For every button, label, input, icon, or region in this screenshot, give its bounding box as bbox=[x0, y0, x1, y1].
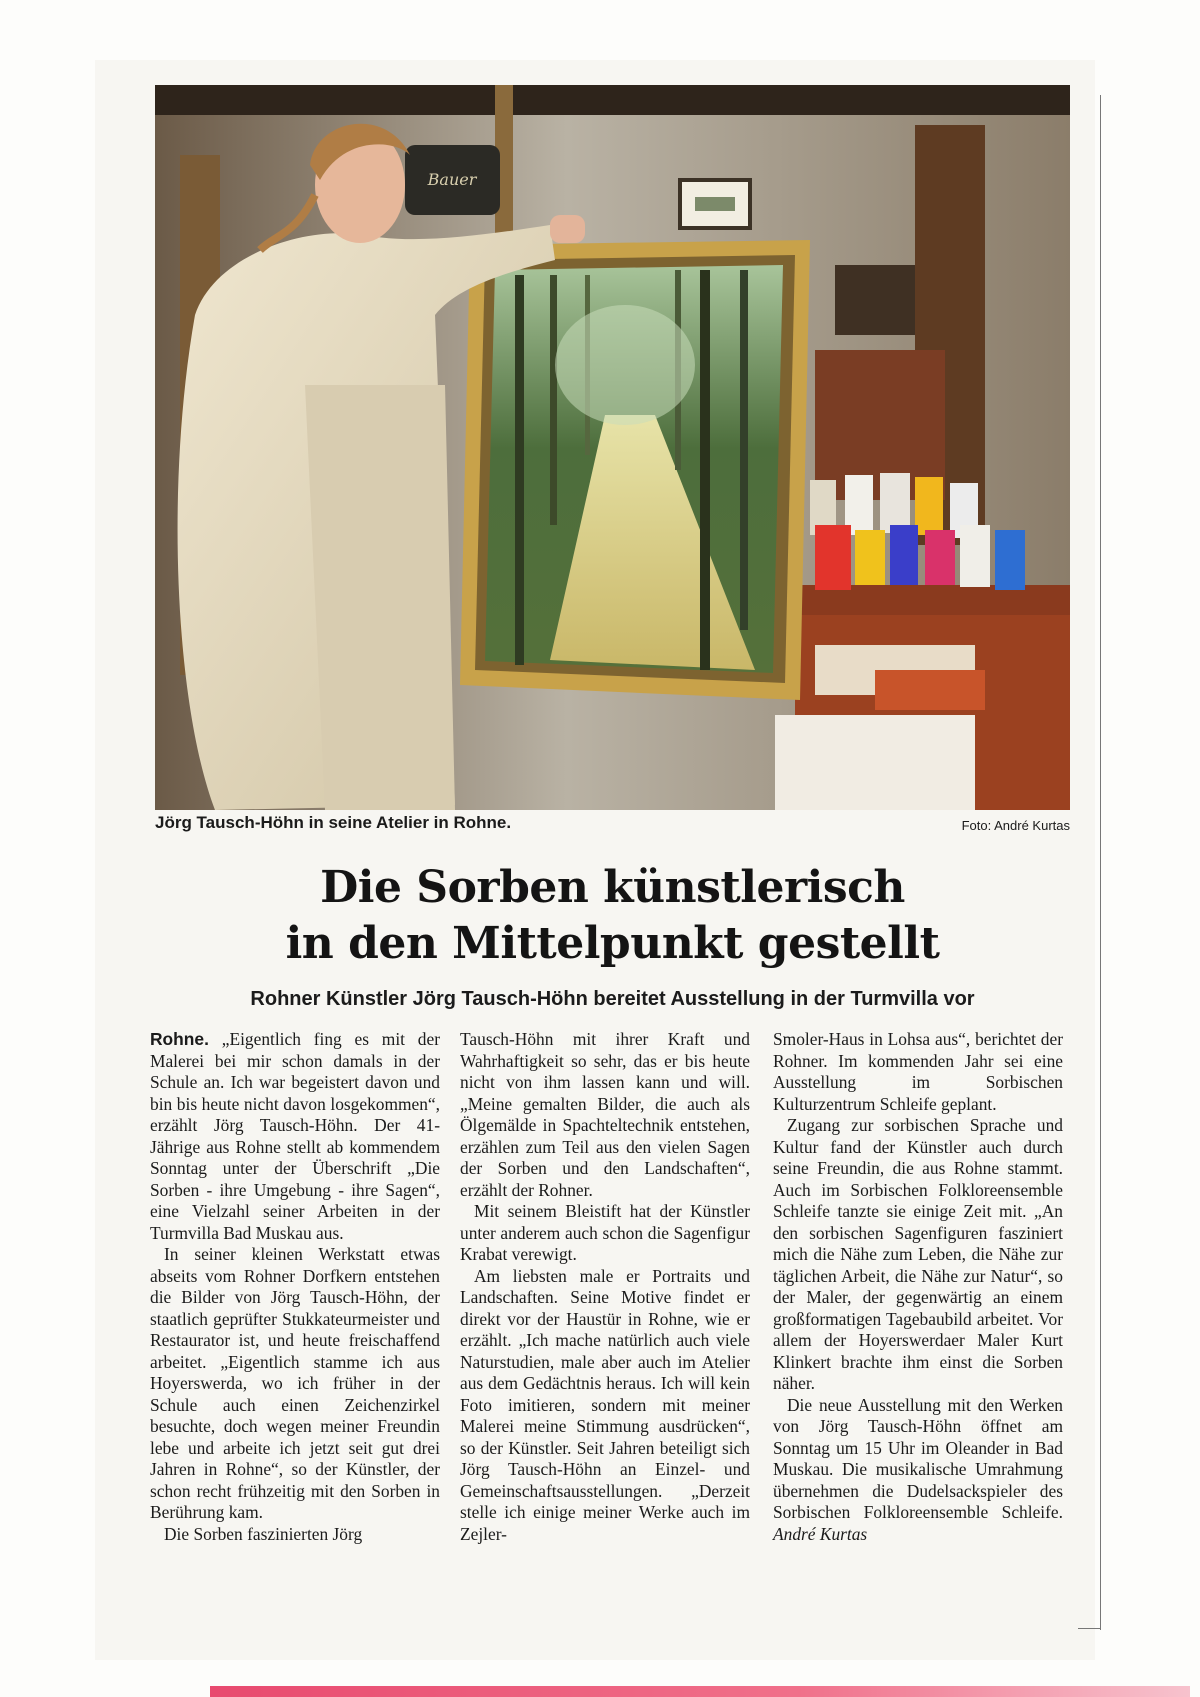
paragraph: Smoler-Haus in Lohsa aus“, berichtet der Rohner. Im kommenden Jahr sei eine Ausstellung im Sorbischen Kulturzentrum Schleife geplant. bbox=[773, 1029, 1063, 1114]
paragraph: Am liebsten male er Portraits und Landschaften. Seine Motive findet er direkt vor der Haustür in Rohne, wie er erzählt. „Ich mache natürlich auch viele Naturstudien, male aber auch im Atelier aus dem Gedächtnis heraus. Ich will kein Foto imitieren, sondern mit meiner Malerei meine Stimmung ausdrücken“, so der Künstler. Seit Jahren beteiligt sich Jörg Tausch-Höhn an Einzel- und Gemeinschaftsausstellungen. „Derzeit stelle ich einige meiner Werke auch im Zejler- bbox=[460, 1265, 750, 1544]
paragraph bbox=[150, 1029, 440, 1244]
photo-credit: Foto: André Kurtas bbox=[961, 818, 1070, 833]
photo-caption bbox=[155, 813, 1070, 837]
article-column-1 bbox=[150, 1029, 440, 1545]
scan-color-strip bbox=[210, 1686, 1190, 1697]
headline-line-2: in den Mittelpunkt gestellt bbox=[285, 918, 940, 969]
column-rule bbox=[1100, 95, 1101, 1630]
headline-line-1: Die Sorben künstlerisch bbox=[320, 862, 905, 913]
caption-text: Jörg Tausch-Höhn in seine Atelier in Rohne. bbox=[155, 813, 512, 832]
article-photo bbox=[155, 85, 1070, 810]
author-byline: André Kurtas bbox=[773, 1523, 868, 1544]
headline bbox=[155, 860, 1070, 972]
paragraph: In seiner kleinen Werkstatt etwas abseits vom Rohner Dorfkern entstehen die Bilder von Jörg Tausch-Höhn, der staatlich geprüfter Stukkateurmeister und Restaurator ist, und heute freischaffend arbeitet. „Eigentlich stamme ich aus Hoyerswerda, wo ich früher in der Schule auch einen Zeichenzirkel besuchte, doch wegen meiner Freundin lebe und arbeite ich jetzt seit gut drei Jahren in Rohne“, so der Künstler, der schon recht frühzeitig mit den Sorben in Berührung kam. bbox=[150, 1244, 440, 1522]
bauer-sign: Bauer bbox=[427, 170, 477, 189]
article-column-3 bbox=[773, 1029, 1063, 1545]
paragraph: Die Sorben faszinierten Jörg bbox=[164, 1523, 363, 1544]
paragraph: Tausch-Höhn mit ihrer Kraft und Wahrhaftigkeit so sehr, das er bis heute nicht von ihm lassen kann und will. „Meine gemalten Bilder, die auch als Ölgemälde in Spachteltechnik entstehen, erzählen zum Teil aus den vielen Sagen der Sorben und den Landschaften“, erzählt der Rohner. bbox=[460, 1029, 750, 1200]
paragraph: Mit seinem Bleistift hat der Künstler unter anderem auch schon die Sagenfigur Krabat verewigt. bbox=[460, 1201, 750, 1264]
paragraph: Zugang zur sorbischen Sprache und Kultur fand der Künstler auch durch seine Freundin, die aus Rohne stammt. Auch im Sorbischen Folkloreensemble Schleife tanzte sie einige Zeit mit. „An den sorbischen Sagenfiguren fasziniert mich die Nähe zum Leben, die Nähe zur täglichen Arbeit, die Nähe zur Natur“, so der Maler, der gegenwärtig an einem großformatigen Tagebaubild arbeitet. Vor allem der Hoyerswerdaer Maler Kurt Klinkert brachte ihm einst die Sorben näher. bbox=[773, 1115, 1063, 1393]
paragraph-text: Die neue Ausstellung mit den Werken von Jörg Tausch-Höhn öffnet am Sonntag um 15 Uhr im Oleander in Bad Muskau. Die musikalische Umrahmung übernehmen die Dudelsackspieler des Sorbischen Folkloreensemble Schleife. bbox=[773, 1394, 1063, 1522]
subheadline: Rohner Künstler Jörg Tausch-Höhn bereitet Ausstellung in der Turmvilla vor bbox=[250, 988, 975, 1010]
dateline: Rohne. bbox=[150, 1029, 209, 1049]
paragraph-text: „Eigentlich fing es mit der Malerei bei mir schon damals in der Schule an. Ich war begeistert davon und bin bis heute nicht davon losgekommen“, erzählt Jörg Tausch-Höhn. Der 41-Jährige aus Rohne stellt ab kommendem Sonntag unter der Überschrift „Die Sorben - ihre Umgebung - ihre Sagen“, eine Vielzahl seiner Arbeiten in der Turmvilla Bad Muskau aus. bbox=[150, 1029, 440, 1243]
column-rule-foot bbox=[1078, 1628, 1101, 1629]
article-column-2 bbox=[460, 1029, 750, 1545]
framed-painting bbox=[460, 240, 810, 700]
paragraph bbox=[773, 1395, 1063, 1546]
